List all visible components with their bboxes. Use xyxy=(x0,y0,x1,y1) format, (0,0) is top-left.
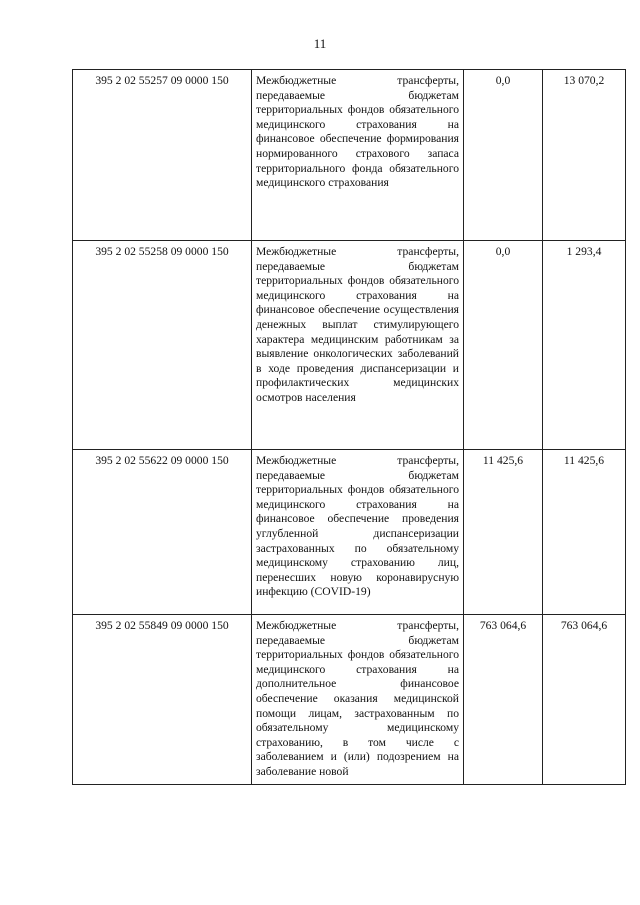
description-cell: Межбюджетные трансферты, передаваемые бюджетам территориальных фондов обязательного медицинского страхования на финансовое обеспечение осуществления денежных выплат стимулирующего характера медицинским работникам за выявление онкологических заболеваний в ходе проведения диспансеризации и профилактических медицинских осмотров населения xyxy=(252,241,464,450)
budget-table xyxy=(72,69,626,785)
table-row xyxy=(73,615,626,785)
amount-cell-2: 763 064,6 xyxy=(543,615,626,785)
amount-cell-1: 763 064,6 xyxy=(464,615,543,785)
amount-cell-2: 11 425,6 xyxy=(543,450,626,615)
amount-cell-1: 11 425,6 xyxy=(464,450,543,615)
amount-cell-2: 13 070,2 xyxy=(543,70,626,241)
amount-cell-2: 1 293,4 xyxy=(543,241,626,450)
budget-code-cell: 395 2 02 55257 09 0000 150 xyxy=(73,70,252,241)
budget-code-cell: 395 2 02 55622 09 0000 150 xyxy=(73,450,252,615)
table-row xyxy=(73,241,626,450)
amount-cell-1: 0,0 xyxy=(464,70,543,241)
table-row xyxy=(73,450,626,615)
amount-cell-1: 0,0 xyxy=(464,241,543,450)
budget-code-cell: 395 2 02 55849 09 0000 150 xyxy=(73,615,252,785)
table-row xyxy=(73,70,626,241)
page-number: 11 xyxy=(313,36,327,51)
description-cell: Межбюджетные трансферты, передаваемые бюджетам территориальных фондов обязательного медицинского страхования на финансовое обеспечение формирования нормированного страхового запаса территориального фонда обязательного медицинского страхования xyxy=(252,70,464,241)
description-cell: Межбюджетные трансферты, передаваемые бюджетам территориальных фондов обязательного медицинского страхования на дополнительное финансовое обеспечение оказания медицинской помощи лицам, застрахованным по обязательному медицинскому страхованию, в том числе с заболеванием и (или) подозрением на заболевание новой xyxy=(252,615,464,785)
description-cell: Межбюджетные трансферты, передаваемые бюджетам территориальных фондов обязательного медицинского страхования на финансовое обеспечение проведения углубленной диспансеризации застрахованных по обязательному медицинскому страхованию лиц, перенесших новую коронавирусную инфекцию (COVID-19) xyxy=(252,450,464,615)
budget-code-cell: 395 2 02 55258 09 0000 150 xyxy=(73,241,252,450)
